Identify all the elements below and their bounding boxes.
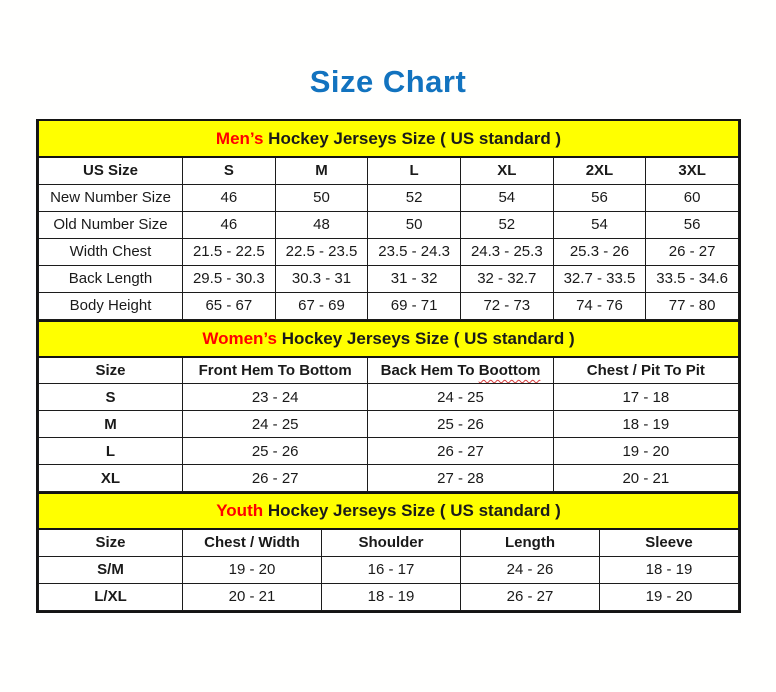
- mens-size-table: [38, 121, 739, 320]
- column-header: Size: [39, 357, 183, 384]
- table-row: [39, 438, 739, 465]
- youth-header-row: [39, 529, 739, 556]
- row-label: Back Length: [39, 265, 183, 292]
- cell-value: 52: [368, 184, 461, 211]
- row-label: S/M: [39, 556, 183, 583]
- table-row: [39, 384, 739, 411]
- size-chart: [36, 119, 741, 613]
- mens-banner-row: [39, 121, 739, 157]
- cell-value: 33.5 - 34.6: [646, 265, 739, 292]
- table-row: [39, 556, 739, 583]
- cell-value: 25.3 - 26: [553, 238, 646, 265]
- cell-value: 46: [183, 184, 276, 211]
- cell-value: 26 - 27: [461, 583, 600, 610]
- cell-value: 19 - 20: [553, 438, 738, 465]
- cell-value: 19 - 20: [600, 583, 739, 610]
- cell-value: 46: [183, 211, 276, 238]
- cell-value: 54: [460, 184, 553, 211]
- youth-banner-row: [39, 493, 739, 529]
- cell-value: 18 - 19: [553, 411, 738, 438]
- cell-value: 23 - 24: [183, 384, 368, 411]
- cell-value: 32.7 - 33.5: [553, 265, 646, 292]
- cell-value: 30.3 - 31: [275, 265, 368, 292]
- column-header: S: [183, 157, 276, 184]
- cell-value: 24 - 25: [368, 384, 553, 411]
- column-header: 3XL: [646, 157, 739, 184]
- cell-value: 25 - 26: [368, 411, 553, 438]
- cell-value: 22.5 - 23.5: [275, 238, 368, 265]
- cell-value: 20 - 21: [183, 583, 322, 610]
- womens-header-row: [39, 357, 739, 384]
- column-header: Shoulder: [322, 529, 461, 556]
- cell-value: 26 - 27: [368, 438, 553, 465]
- column-header: XL: [460, 157, 553, 184]
- table-row: [39, 583, 739, 610]
- column-header: Chest / Pit To Pit: [553, 357, 738, 384]
- cell-value: 29.5 - 30.3: [183, 265, 276, 292]
- misspelled-word: Boottom: [478, 361, 541, 379]
- cell-value: 23.5 - 24.3: [368, 238, 461, 265]
- cell-value: 19 - 20: [183, 556, 322, 583]
- cell-value: 21.5 - 22.5: [183, 238, 276, 265]
- cell-value: 65 - 67: [183, 292, 276, 319]
- cell-value: 50: [368, 211, 461, 238]
- youth-banner: [39, 493, 739, 529]
- cell-value: 26 - 27: [183, 465, 368, 492]
- womens-banner-row: [39, 321, 739, 357]
- row-label: L/XL: [39, 583, 183, 610]
- row-label: S: [39, 384, 183, 411]
- youth-banner-text: Hockey Jerseys Size ( US standard ): [263, 501, 561, 520]
- column-header: 2XL: [553, 157, 646, 184]
- column-header: US Size: [39, 157, 183, 184]
- cell-value: 56: [553, 184, 646, 211]
- column-header: M: [275, 157, 368, 184]
- cell-value: 67 - 69: [275, 292, 368, 319]
- column-header: [368, 357, 553, 384]
- cell-value: 18 - 19: [600, 556, 739, 583]
- mens-banner-text: Hockey Jerseys Size ( US standard ): [263, 128, 562, 148]
- cell-value: 77 - 80: [646, 292, 739, 319]
- column-header: Size: [39, 529, 183, 556]
- cell-value: 48: [275, 211, 368, 238]
- cell-value: 52: [460, 211, 553, 238]
- row-label: M: [39, 411, 183, 438]
- cell-value: 31 - 32: [368, 265, 461, 292]
- cell-value: 50: [275, 184, 368, 211]
- cell-value: 69 - 71: [368, 292, 461, 319]
- cell-value: 74 - 76: [553, 292, 646, 319]
- table-row: [39, 238, 739, 265]
- cell-value: 24 - 25: [183, 411, 368, 438]
- page-title: Size Chart: [309, 64, 467, 99]
- row-label: XL: [39, 465, 183, 492]
- column-header: Chest / Width: [183, 529, 322, 556]
- womens-banner-highlight: Women’s: [202, 328, 277, 348]
- mens-banner: [39, 121, 739, 157]
- table-row: [39, 184, 739, 211]
- womens-size-table: [38, 320, 739, 493]
- cell-value: 18 - 19: [322, 583, 461, 610]
- column-header-text: Back Hem To: [380, 361, 475, 379]
- youth-banner-highlight: Youth: [216, 501, 264, 520]
- cell-value: 27 - 28: [368, 465, 553, 492]
- cell-value: 32 - 32.7: [460, 265, 553, 292]
- table-row: [39, 465, 739, 492]
- cell-value: 16 - 17: [322, 556, 461, 583]
- column-header: Sleeve: [600, 529, 739, 556]
- cell-value: 72 - 73: [460, 292, 553, 319]
- column-header: Length: [461, 529, 600, 556]
- table-row: [39, 411, 739, 438]
- table-row: [39, 265, 739, 292]
- column-header: Front Hem To Bottom: [183, 357, 368, 384]
- row-label: L: [39, 438, 183, 465]
- column-header: L: [368, 157, 461, 184]
- womens-banner: [39, 321, 739, 357]
- cell-value: 54: [553, 211, 646, 238]
- youth-size-table: [38, 492, 739, 611]
- cell-value: 24 - 26: [461, 556, 600, 583]
- table-row: [39, 211, 739, 238]
- mens-header-row: [39, 157, 739, 184]
- mens-banner-highlight: Men’s: [215, 128, 264, 148]
- row-label: Width Chest: [39, 238, 183, 265]
- cell-value: 17 - 18: [553, 384, 738, 411]
- cell-value: 26 - 27: [646, 238, 739, 265]
- cell-value: 60: [646, 184, 739, 211]
- cell-value: 24.3 - 25.3: [460, 238, 553, 265]
- cell-value: 25 - 26: [183, 438, 368, 465]
- cell-value: 56: [646, 211, 739, 238]
- row-label: Old Number Size: [39, 211, 183, 238]
- womens-banner-text: Hockey Jerseys Size ( US standard ): [276, 328, 575, 348]
- table-row: [39, 292, 739, 319]
- row-label: New Number Size: [39, 184, 183, 211]
- row-label: Body Height: [39, 292, 183, 319]
- cell-value: 20 - 21: [553, 465, 738, 492]
